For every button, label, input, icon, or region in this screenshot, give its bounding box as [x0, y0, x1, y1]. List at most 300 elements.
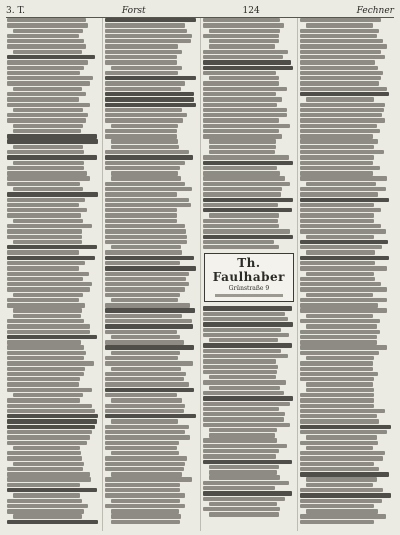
illegible-text-line: [105, 377, 184, 381]
illegible-text-line: [306, 382, 373, 386]
illegible-text-line: [7, 430, 92, 434]
illegible-text-line: [209, 470, 278, 474]
illegible-text-line: [300, 367, 372, 371]
illegible-text-line: [7, 467, 83, 471]
illegible-text-line: [300, 499, 382, 503]
illegible-text-line: [300, 118, 384, 122]
illegible-text-line: [203, 317, 288, 321]
illegible-text-line: [203, 124, 290, 128]
illegible-text-line: [209, 44, 276, 48]
illegible-text-line: [300, 60, 375, 64]
column-2: [103, 18, 201, 531]
illegible-text-line: [105, 382, 189, 386]
illegible-text-line: [7, 483, 80, 487]
illegible-text-line: [203, 166, 277, 170]
illegible-text-line: [203, 176, 286, 180]
illegible-text-line: [7, 451, 81, 455]
illegible-text-line: [105, 76, 196, 80]
illegible-text-line: [105, 166, 180, 170]
illegible-text-line: [105, 446, 177, 450]
illegible-text-line: [111, 139, 178, 143]
illegible-text-line: [306, 356, 374, 360]
illegible-text-line: [7, 81, 90, 85]
illegible-text-line: [105, 240, 188, 244]
illegible-text-line: [300, 256, 389, 260]
illegible-text-line: [306, 483, 373, 487]
illegible-text-line: [203, 343, 292, 347]
illegible-text-line: [111, 398, 182, 402]
illegible-text-line: [7, 456, 82, 460]
illegible-text-line: [105, 488, 180, 492]
illegible-text-line: [300, 456, 383, 460]
illegible-text-line: [300, 504, 374, 508]
illegible-text-line: [300, 414, 377, 418]
illegible-text-line: [300, 393, 373, 397]
illegible-text-line: [203, 349, 282, 353]
illegible-text-line: [111, 66, 182, 70]
illegible-text-line: [203, 402, 290, 406]
illegible-text-line: [7, 472, 90, 476]
illegible-text-line: [105, 414, 196, 418]
illegible-text-line: [300, 266, 386, 270]
illegible-text-line: [7, 39, 84, 43]
illegible-text-line: [105, 235, 188, 239]
illegible-text-line: [306, 250, 375, 254]
illegible-text-line: [306, 235, 374, 239]
illegible-text-line: [203, 449, 279, 453]
illegible-text-line: [7, 66, 84, 70]
illegible-text-line: [13, 29, 83, 33]
illegible-text-line: [203, 224, 279, 228]
illegible-text-line: [300, 430, 387, 434]
column-4: [298, 18, 395, 531]
illegible-text-line: [13, 314, 81, 318]
illegible-text-line: [209, 465, 279, 469]
illegible-text-line: [209, 213, 279, 217]
illegible-text-line: [203, 92, 276, 96]
illegible-text-line: [7, 419, 97, 423]
illegible-text-line: [203, 113, 287, 117]
illegible-text-line: [203, 444, 287, 448]
advertisement-box: [204, 253, 295, 302]
illegible-text-line: [300, 303, 378, 307]
illegible-text-line: [105, 483, 180, 487]
illegible-text-line: [105, 345, 194, 349]
illegible-text-line: [105, 187, 192, 191]
illegible-text-line: [105, 92, 194, 96]
illegible-text-line: [7, 377, 80, 381]
illegible-text-line: [300, 493, 391, 497]
illegible-text-line: [300, 87, 387, 91]
illegible-text-line: [13, 161, 84, 165]
illegible-text-line: [13, 108, 83, 112]
illegible-text-line: [7, 361, 94, 365]
illegible-text-line: [203, 23, 285, 27]
illegible-text-line: [209, 145, 277, 149]
illegible-text-line: [7, 203, 79, 207]
illegible-text-line: [105, 213, 177, 217]
illegible-text-line: [203, 460, 293, 464]
illegible-text-line: [300, 92, 389, 96]
illegible-text-line: [306, 446, 373, 450]
illegible-text-line: [105, 388, 194, 392]
illegible-text-line: [300, 404, 373, 408]
illegible-text-line: [111, 245, 181, 249]
illegible-text-line: [300, 425, 391, 429]
illegible-text-line: [105, 87, 181, 91]
illegible-text-line: [209, 375, 277, 379]
illegible-text-line: [105, 108, 182, 112]
illegible-text-line: [203, 333, 289, 337]
illegible-text-line: [300, 29, 379, 33]
illegible-text-line: [306, 97, 374, 101]
illegible-text-line: [203, 118, 280, 122]
illegible-text-line: [306, 477, 376, 481]
illegible-text-line: [105, 319, 192, 323]
illegible-text-line: [105, 393, 177, 397]
illegible-text-line: [105, 155, 193, 159]
illegible-text-line: [111, 171, 178, 175]
illegible-text-line: [300, 187, 385, 191]
illegible-text-line: [111, 176, 181, 180]
illegible-text-line: [105, 282, 189, 286]
illegible-text-line: [105, 303, 190, 307]
illegible-text-line: [13, 462, 84, 466]
illegible-text-line: [7, 229, 82, 233]
illegible-text-line: [203, 481, 289, 485]
illegible-text-line: [300, 345, 387, 349]
illegible-text-line: [7, 388, 92, 392]
illegible-text-line: [105, 493, 185, 497]
illegible-text-line: [7, 272, 89, 276]
illegible-text-line: [203, 454, 276, 458]
illegible-text-line: [300, 134, 372, 138]
illegible-text-line: [7, 55, 95, 59]
illegible-text-line: [105, 224, 186, 228]
illegible-text-line: [300, 472, 389, 476]
illegible-text-line: [7, 319, 84, 323]
illegible-text-line: [300, 245, 382, 249]
illegible-text-line: [7, 182, 80, 186]
illegible-text-line: [203, 129, 280, 133]
illegible-text-line: [105, 60, 177, 64]
illegible-text-line: [7, 477, 91, 481]
illegible-text-line: [7, 139, 98, 143]
column-3-upper: [203, 18, 296, 249]
illegible-text-line: [7, 372, 84, 376]
illegible-text-line: [7, 266, 79, 270]
illegible-text-line: [105, 467, 184, 471]
page-header: [6, 2, 394, 18]
illegible-text-line: [13, 145, 83, 149]
illegible-text-line: [105, 409, 184, 413]
ad-subtitle: Grünstraße 9: [228, 285, 270, 293]
illegible-text-line: [203, 182, 290, 186]
illegible-text-line: [7, 235, 82, 239]
illegible-text-line: [7, 250, 79, 254]
illegible-text-line: [300, 103, 384, 107]
illegible-text-line: [105, 198, 189, 202]
illegible-text-line: [203, 370, 277, 374]
illegible-text-line: [7, 34, 79, 38]
illegible-text-line: [13, 219, 83, 223]
illegible-text-line: [7, 367, 85, 371]
illegible-text-line: [203, 18, 281, 22]
illegible-text-line: [105, 314, 182, 318]
illegible-text-line: [105, 256, 194, 260]
illegible-text-line: [7, 277, 83, 281]
illegible-text-line: [300, 34, 377, 38]
illegible-text-line: [203, 97, 283, 101]
illegible-text-line: [7, 113, 88, 117]
illegible-text-line: [13, 393, 83, 397]
illegible-text-line: [203, 491, 292, 495]
illegible-text-line: [203, 208, 293, 212]
illegible-text-line: [203, 87, 287, 91]
illegible-text-line: [7, 261, 85, 265]
illegible-text-line: [203, 312, 286, 316]
illegible-text-line: [105, 308, 195, 312]
illegible-text-line: [111, 145, 180, 149]
column-3-lower: [203, 306, 296, 516]
illegible-text-line: [105, 456, 188, 460]
illegible-text-line: [7, 330, 90, 334]
illegible-text-line: [7, 509, 84, 513]
illegible-text-line: [13, 293, 83, 297]
illegible-text-line: [7, 345, 84, 349]
illegible-text-line: [300, 451, 384, 455]
illegible-text-line: [105, 330, 177, 334]
illegible-text-line: [7, 224, 92, 228]
illegible-text-line: [300, 176, 387, 180]
illegible-text-line: [203, 60, 291, 64]
illegible-text-line: [111, 520, 181, 524]
illegible-text-line: [306, 293, 373, 297]
illegible-text-line: [203, 103, 277, 107]
illegible-text-line: [203, 81, 280, 85]
illegible-text-line: [203, 391, 285, 395]
illegible-text-line: [7, 23, 88, 27]
illegible-text-line: [13, 240, 82, 244]
illegible-text-line: [306, 388, 374, 392]
illegible-text-line: [111, 472, 182, 476]
illegible-text-line: [300, 335, 377, 339]
illegible-text-line: [7, 150, 84, 154]
illegible-text-line: [111, 335, 181, 339]
illegible-text-line: [203, 486, 275, 490]
illegible-text-line: [105, 477, 192, 481]
illegible-text-line: [300, 155, 373, 159]
illegible-text-line: [209, 428, 278, 432]
illegible-text-line: [300, 419, 379, 423]
illegible-text-line: [7, 504, 88, 508]
illegible-text-line: [7, 60, 88, 64]
illegible-text-line: [300, 351, 379, 355]
illegible-text-line: [7, 335, 97, 339]
illegible-text-line: [300, 340, 377, 344]
illegible-text-line: [300, 108, 383, 112]
illegible-text-line: [203, 328, 282, 332]
illegible-text-line: [300, 308, 387, 312]
illegible-text-line: [13, 124, 83, 128]
illegible-text-line: [105, 103, 196, 107]
illegible-text-line: [209, 386, 280, 390]
illegible-text-line: [203, 187, 283, 191]
illegible-text-line: [203, 396, 294, 400]
illegible-text-line: [111, 367, 181, 371]
illegible-text-line: [105, 261, 180, 265]
illegible-text-line: [203, 108, 287, 112]
illegible-text-line: [300, 361, 372, 365]
illegible-text-line: [105, 208, 177, 212]
illegible-text-line: [7, 324, 90, 328]
illegible-text-line: [300, 224, 381, 228]
illegible-text-line: [7, 171, 87, 175]
illegible-text-line: [209, 338, 279, 342]
illegible-text-line: [13, 129, 81, 133]
illegible-text-line: [13, 87, 82, 91]
illegible-text-line: [203, 161, 294, 165]
illegible-text-line: [105, 150, 189, 154]
illegible-text-line: [300, 514, 385, 518]
illegible-text-line: [203, 359, 276, 363]
illegible-text-line: [105, 18, 196, 22]
illegible-text-line: [105, 462, 185, 466]
illegible-text-line: [300, 462, 374, 466]
illegible-text-line: [300, 113, 382, 117]
illegible-text-line: [105, 50, 182, 54]
illegible-text-line: [105, 55, 177, 59]
illegible-text-line: [300, 145, 373, 149]
illegible-text-line: [105, 44, 178, 48]
illegible-text-line: [111, 514, 181, 518]
illegible-text-line: [7, 166, 84, 170]
illegible-text-line: [7, 287, 90, 291]
illegible-text-line: [300, 208, 381, 212]
illegible-text-line: [13, 514, 82, 518]
illegible-text-line: [300, 124, 377, 128]
illegible-text-line: [300, 76, 381, 80]
illegible-text-line: [7, 382, 79, 386]
illegible-text-line: [203, 66, 294, 70]
illegible-text-line: [7, 414, 98, 418]
illegible-text-line: [300, 50, 381, 54]
directory-columns: [5, 18, 395, 531]
illegible-text-line: [105, 404, 186, 408]
illegible-text-line: [300, 261, 375, 265]
illegible-text-line: [105, 203, 191, 207]
illegible-text-line: [203, 203, 278, 207]
illegible-text-line: [13, 446, 80, 450]
illegible-text-line: [306, 435, 376, 439]
illegible-text-line: [7, 245, 97, 249]
illegible-text-line: [13, 308, 82, 312]
illegible-text-line: [203, 354, 288, 358]
illegible-text-line: [300, 282, 381, 286]
illegible-text-line: [7, 404, 92, 408]
illegible-text-line: [105, 435, 190, 439]
illegible-text-line: [300, 409, 384, 413]
illegible-text-line: [300, 192, 378, 196]
illegible-text-line: [105, 118, 183, 122]
illegible-text-line: [203, 50, 288, 54]
illegible-text-line: [300, 166, 380, 170]
illegible-text-line: [105, 372, 187, 376]
illegible-text-line: [7, 155, 97, 159]
illegible-text-line: [105, 161, 186, 165]
illegible-text-line: [7, 298, 79, 302]
illegible-text-line: [203, 171, 281, 175]
illegible-text-line: [7, 213, 81, 217]
illegible-text-line: [300, 203, 374, 207]
illegible-text-line: [105, 356, 178, 360]
illegible-text-line: [203, 407, 280, 411]
illegible-text-line: [7, 303, 85, 307]
illegible-text-line: [105, 361, 193, 365]
column-1: [5, 18, 103, 531]
illegible-text-line: [300, 372, 378, 376]
illegible-text-line: [7, 356, 84, 360]
illegible-text-line: [300, 377, 373, 381]
illegible-text-line: [300, 277, 375, 281]
illegible-text-line: [300, 488, 383, 492]
illegible-text-line: [306, 23, 373, 27]
illegible-text-line: [105, 287, 185, 291]
ad-title: Th. Faulhaber: [212, 256, 286, 285]
illegible-text-line: [203, 55, 284, 59]
illegible-text-line: [105, 34, 192, 38]
illegible-text-line: [105, 441, 179, 445]
illegible-text-line: [300, 161, 372, 165]
illegible-text-line: [209, 76, 279, 80]
illegible-text-line: [209, 502, 278, 506]
illegible-text-line: [203, 306, 292, 310]
illegible-text-line: [7, 103, 90, 107]
illegible-text-line: [203, 34, 279, 38]
illegible-text-line: [7, 92, 86, 96]
illegible-text-line: [7, 425, 95, 429]
illegible-text-line: [105, 129, 177, 133]
illegible-text-line: [7, 351, 86, 355]
illegible-text-line: [306, 314, 373, 318]
illegible-text-line: [306, 182, 376, 186]
illegible-text-line: [300, 66, 378, 70]
illegible-text-line: [7, 176, 90, 180]
illegible-text-line: [203, 198, 294, 202]
illegible-text-line: [111, 499, 181, 503]
illegible-text-line: [300, 398, 373, 402]
illegible-text-line: [7, 71, 80, 75]
illegible-text-line: [13, 187, 83, 191]
illegible-text-line: [203, 155, 289, 159]
illegible-text-line: [7, 488, 97, 492]
illegible-text-line: [300, 330, 380, 334]
illegible-text-line: [203, 417, 285, 421]
illegible-text-line: [209, 475, 280, 479]
illegible-text-line: [105, 504, 185, 508]
illegible-text-line: [105, 134, 177, 138]
header-left: 3. T.: [6, 6, 25, 16]
illegible-text-line: [7, 441, 87, 445]
illegible-text-line: [300, 298, 387, 302]
illegible-text-line: [105, 425, 189, 429]
illegible-text-line: [300, 520, 374, 524]
illegible-text-line: [7, 282, 92, 286]
illegible-text-line: [111, 124, 178, 128]
illegible-text-line: [7, 134, 97, 138]
illegible-text-line: [7, 97, 79, 101]
header-section-title: Forst: [121, 6, 146, 16]
